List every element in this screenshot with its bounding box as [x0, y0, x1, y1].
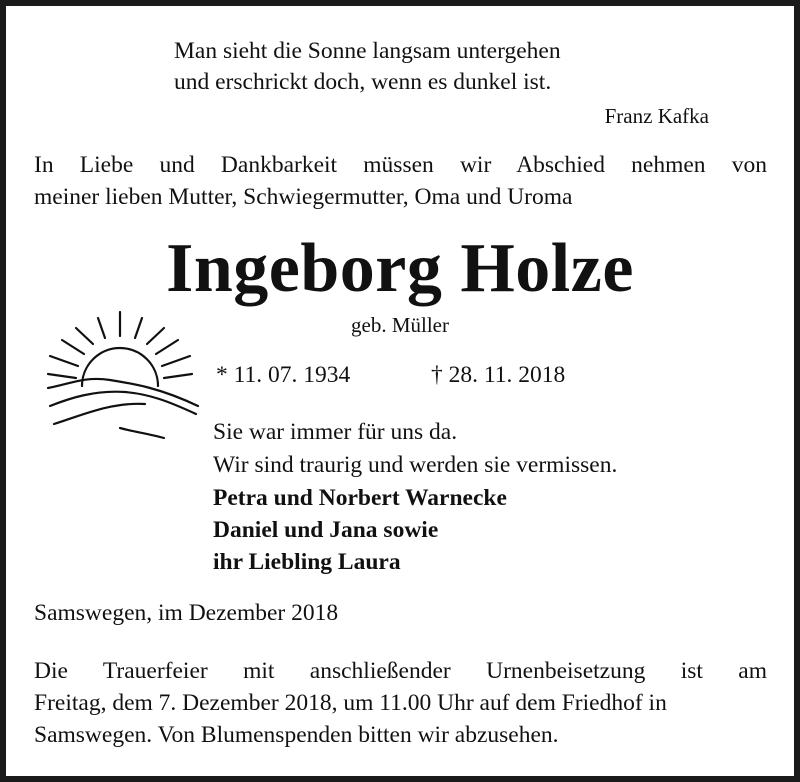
place-date: Samswegen, im Dezember 2018 — [34, 600, 339, 626]
intro-line-2: meiner lieben Mutter, Schwiegermutter, Oma und Uroma — [34, 184, 573, 210]
mourner-3: ihr Liebling Laura — [213, 549, 401, 575]
sunset-icon — [40, 306, 200, 446]
funeral-line-3: Samswegen. Von Blumenspenden bitten wir abzusehen. — [34, 722, 559, 748]
birth-date: * 11. 07. 1934 — [216, 362, 351, 388]
quote-line-1: Man sieht die Sonne langsam untergehen — [174, 38, 561, 64]
maiden-name: geb. Müller — [351, 313, 449, 337]
intro-line-1: In Liebe und Dankbarkeit müssen wir Abschied nehmen von — [34, 152, 767, 178]
mourner-2: Daniel und Jana sowie — [213, 517, 439, 543]
funeral-line-2: Freitag, dem 7. Dezember 2018, um 11.00 Uhr auf dem Friedhof in — [34, 690, 667, 716]
message-line-2: Wir sind traurig und werden sie vermissen. — [213, 452, 618, 478]
quote-line-2: und erschrickt doch, wenn es dunkel ist. — [174, 69, 552, 95]
deceased-name: Ingeborg Holze — [166, 230, 634, 307]
quote-author: Franz Kafka — [604, 104, 709, 128]
death-date: † 28. 11. 2018 — [431, 362, 566, 388]
mourner-1: Petra und Norbert Warnecke — [213, 485, 507, 511]
message-line-1: Sie war immer für uns da. — [213, 419, 458, 445]
funeral-line-1: Die Trauerfeier mit anschließender Urnenbeisetzung ist am — [34, 658, 767, 684]
